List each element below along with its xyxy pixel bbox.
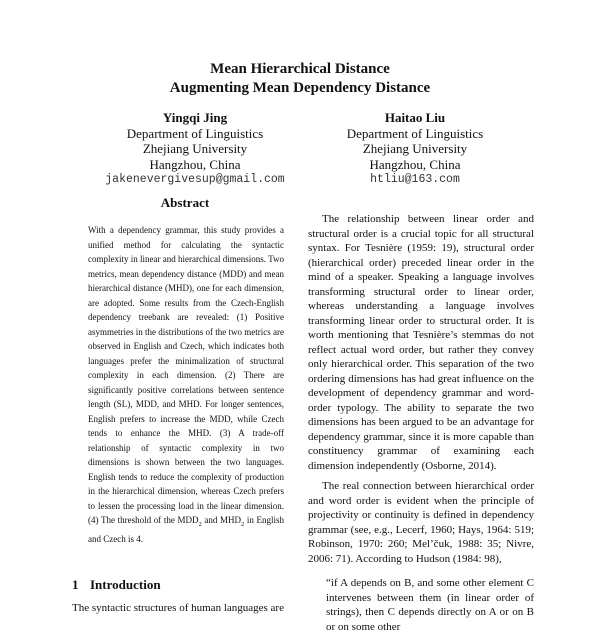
author-university: Zhejiang University xyxy=(142,141,248,156)
abstract-text xyxy=(88,223,284,547)
mdd-subscript: 2 xyxy=(198,520,202,528)
author-name: Yingqi Jing xyxy=(162,110,228,125)
title-line-1: Mean Hierarchical Distance xyxy=(210,61,390,77)
author-city: Hangzhou, China xyxy=(149,156,241,172)
author-block-1 xyxy=(80,110,310,188)
author-university: Zhejiang University xyxy=(362,141,468,156)
body-paragraph-2: The real connection between hierarchical order and word order is evident when the principle of projectivity or continuity is defined in dependency grammar (see, e.g., Lecerf, 1960; Hays, 1964: 519; Robinson, 1970: 260; Mel’čuk, 1988: 35; Nivre, 2006: 71). According to Hudson (1984: 98), xyxy=(308,480,534,565)
author-department: Department of Linguistics xyxy=(346,125,484,141)
right-column xyxy=(308,212,534,634)
paper-title xyxy=(0,60,600,98)
author-email[interactable]: htliu@163.com xyxy=(370,173,460,186)
author-city: Hangzhou, China xyxy=(369,156,461,172)
abstract-text-and: and MHD xyxy=(201,515,241,525)
author-department: Department of Linguistics xyxy=(126,125,264,141)
author-block-2 xyxy=(300,110,530,188)
block-quote: “if A depends on B, and some other element C intervenes between them (in linear order of strings), then C depends directly on A or on B or on some other xyxy=(326,577,534,633)
abstract-text-main: With a dependency grammar, this study provides a unified method for calculating the syntactic complexity in linear and hierarchical dimensions. Two metrics, mean dependency distance (MDD) and mean hierarchical distance (MHD), one for each dimension, are adopted. Some results from the Czech-English dependency treebank are revealed: (1) Positive asymmetries in the distributions of the two metrics are observed in English and Czech, which indicates both languages prefer the minimalization of structural complexity in each dimension. (2) There are significantly positive correlations between sentence length (SL), MDD, and MHD. For longer sentences, English prefers to increase the MDD, while Czech tends to enhance the MHD. (3) A trade-off relationship of syntactic complexity in two dimensions is shown between the two languages. English tends to reduce the complexity of production in the hierarchical dimension, whereas Czech prefers to lessen the processing load in the linear dimension. (4) The threshold of the MDD xyxy=(88,225,284,525)
section-number: 1 xyxy=(72,576,79,592)
intro-first-line: The syntactic structures of human languages are xyxy=(72,601,284,614)
abstract-heading: Abstract xyxy=(160,195,210,210)
section-title: Introduction xyxy=(90,576,161,592)
left-column xyxy=(72,195,298,615)
abstract-text-end: in English and Czech is 4. xyxy=(88,515,284,545)
mhd-subscript: 2 xyxy=(240,520,245,528)
section-heading xyxy=(72,577,298,593)
title-line-2: Augmenting Mean Dependency Distance xyxy=(169,80,431,96)
author-name: Haitao Liu xyxy=(384,110,446,125)
body-paragraph-1: The relationship between linear order and structural order is a crucial topic for all structural syntax. For Tesnière (1959: 19), structural order (hierarchical order) preceded linear order in the mind of a speaker. Speaking a language involves transforming structural order to linear order, whereas understanding a language involves transforming linear order to structural order. It is worth mentioning that Tesnière’s stemmas do not reflect actual word order, but rather they convey only hierarchical order. This separation of the two ordering dimensions has had great influence on the development of dependency grammar and word-order typology. The ability to separate the two dimensions has been argued to be an advantage for dependency grammar, since it is more capable than constituency grammar of examining each dimension independently (Osborne, 2014). xyxy=(308,213,534,472)
author-email[interactable]: jakenevergivesup@gmail.com xyxy=(105,173,285,186)
